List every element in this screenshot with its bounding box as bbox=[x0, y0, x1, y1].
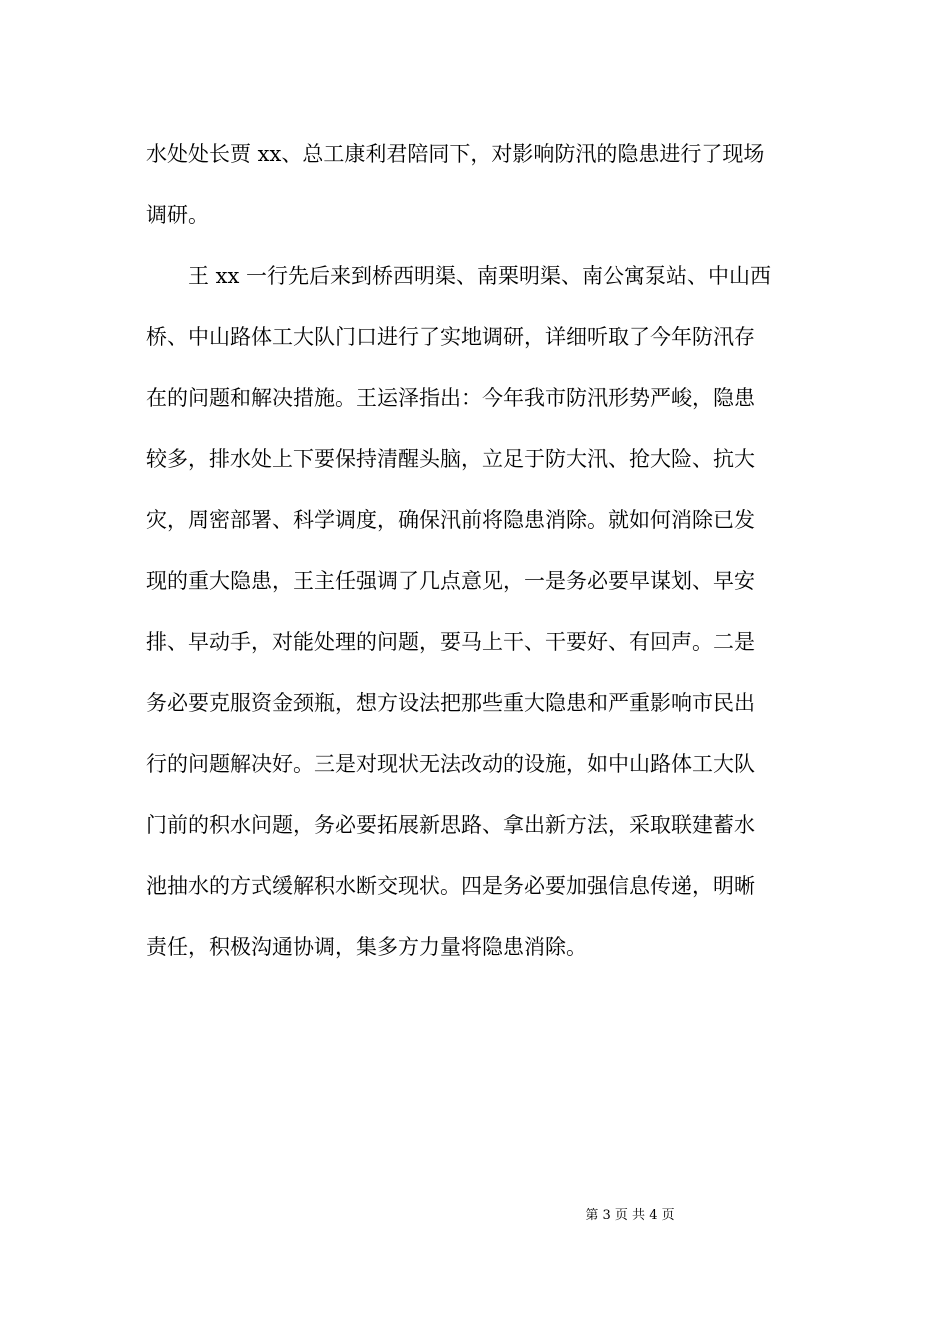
text-line: 现的重大隐患，王主任强调了几点意见，一是务必要早谋划、早安 bbox=[146, 569, 755, 593]
text-line: 排、早动手，对能处理的问题，要马上干、干要好、有回声。二是 bbox=[146, 630, 755, 654]
text-line: 王 xx 一行先后来到桥西明渠、南栗明渠、南公寓泵站、中山西 bbox=[146, 264, 772, 288]
body-text bbox=[146, 131, 806, 985]
text-line: 责任，积极沟通协调，集多方力量将隐患消除。 bbox=[146, 935, 587, 959]
text-line: 桥、中山路体工大队门口进行了实地调研，详细听取了今年防汛存 bbox=[146, 325, 755, 349]
text-line: 门前的积水问题，务必要拓展新思路、拿出新方法，采取联建蓄水 bbox=[146, 813, 755, 837]
text-line: 较多，排水处上下要保持清醒头脑，立足于防大汛、抢大险、抗大 bbox=[146, 447, 755, 471]
text-line: 灾，周密部署、科学调度，确保汛前将隐患消除。就如何消除已发 bbox=[146, 508, 755, 532]
text-line: 务必要克服资金颈瓶，想方设法把那些重大隐患和严重影响市民出 bbox=[146, 691, 755, 715]
page-footer: 第 3 页 共 4 页 bbox=[585, 1208, 675, 1223]
text-line: 池抽水的方式缓解积水断交现状。四是务必要加强信息传递，明晰 bbox=[146, 874, 755, 898]
text-line: 水处处长贾 xx、总工康利君陪同下，对影响防汛的隐患进行了现场 bbox=[146, 142, 765, 166]
text-line: 调研。 bbox=[146, 203, 209, 227]
text-line: 行的问题解决好。三是对现状无法改动的设施，如中山路体工大队 bbox=[146, 752, 755, 776]
text-line: 在的问题和解决措施。王运泽指出：今年我市防汛形势严峻，隐患 bbox=[146, 386, 755, 410]
